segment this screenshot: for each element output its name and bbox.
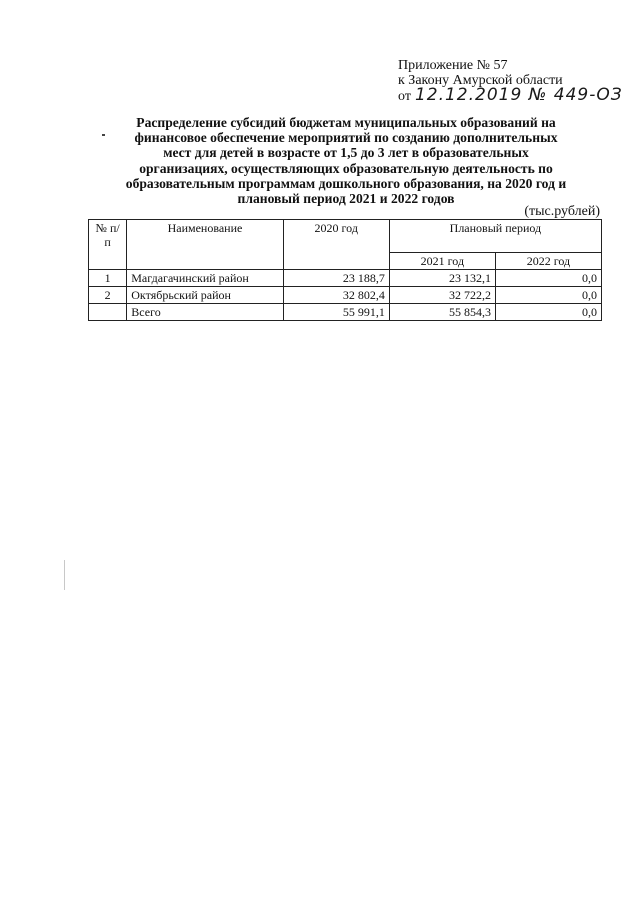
cell-2021: 23 132,1 — [389, 270, 495, 287]
header-2021: 2021 год — [389, 253, 495, 270]
cell-num: 2 — [89, 287, 127, 304]
header-2020: 2020 год — [283, 220, 389, 270]
cell-2022: 0,0 — [495, 287, 601, 304]
cell-name: Магдагачинский район — [127, 270, 283, 287]
appendix-law-ref: к Закону Амурской области — [398, 73, 563, 88]
cell-total-2021: 55 854,3 — [389, 304, 495, 321]
table-total-row — [89, 304, 602, 321]
scan-margin-line — [64, 560, 65, 590]
cell-2020: 32 802,4 — [283, 287, 389, 304]
header-name: Наименование — [127, 220, 283, 270]
subsidy-table — [88, 219, 602, 321]
cell-total-2022: 0,0 — [495, 304, 601, 321]
cell-2021: 32 722,2 — [389, 287, 495, 304]
title-line: организациях, осуществляющих образовательную деятельность по — [139, 160, 553, 176]
appendix-date-line — [398, 85, 623, 105]
table-header-row — [89, 220, 602, 253]
title-line: финансовое обеспечение мероприятий по созданию дополнительных — [134, 130, 558, 146]
appendix-date-prefix: от — [398, 89, 411, 104]
title-line: образовательным программам дошкольного образования, на 2020 год и — [125, 175, 567, 191]
title-line: плановый период 2021 и 2022 годов — [237, 191, 455, 207]
cell-2020: 23 188,7 — [283, 270, 389, 287]
header-2022: 2022 год — [495, 253, 601, 270]
cell-num — [89, 304, 127, 321]
document-title — [90, 115, 602, 206]
cell-num: 1 — [89, 270, 127, 287]
cell-total-label: Всего — [127, 304, 283, 321]
title-line: Распределение субсидий бюджетам муниципальных образований на — [136, 115, 556, 130]
table-row — [89, 270, 602, 287]
cell-name: Октябрьский район — [127, 287, 283, 304]
cell-total-2020: 55 991,1 — [283, 304, 389, 321]
header-num: № п/п — [89, 220, 127, 270]
header-planned-period: Плановый период — [389, 220, 601, 253]
title-line: мест для детей в возрасте от 1,5 до 3 лет в образовательных — [163, 145, 529, 161]
units-label: (тыс.рублей) — [524, 204, 600, 219]
table-row — [89, 287, 602, 304]
handwritten-date-number: 12.12.2019 № 449-ОЗ — [414, 85, 623, 105]
cell-2022: 0,0 — [495, 270, 601, 287]
appendix-number: Приложение № 57 — [398, 58, 508, 73]
appendix-header — [398, 58, 623, 104]
